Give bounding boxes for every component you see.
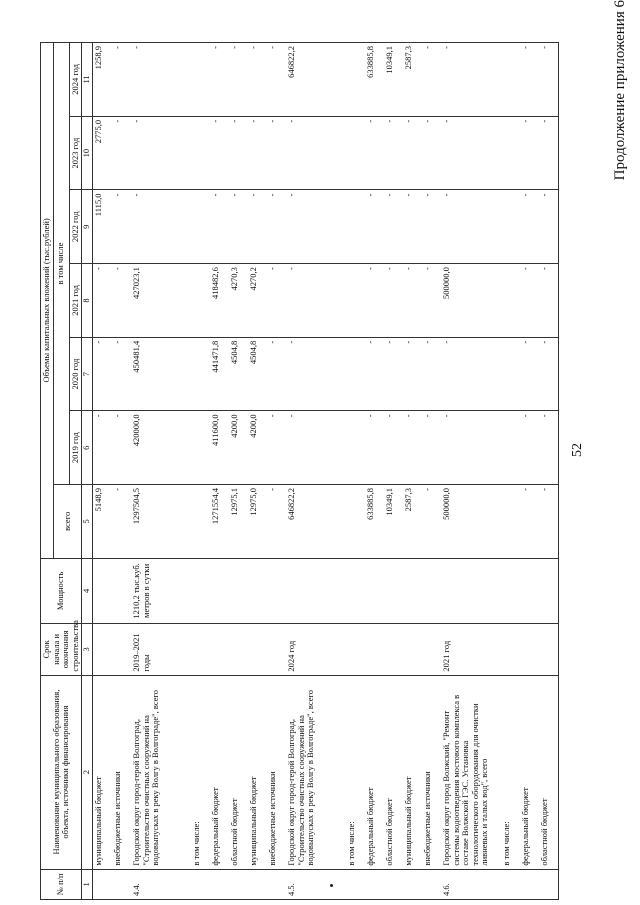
cell-period (539, 624, 559, 675)
cell-period (501, 624, 520, 675)
cell-y2019 (346, 411, 365, 485)
header-year: 2021 год (69, 264, 82, 338)
cell-capacity (520, 558, 539, 623)
cell-y2023: - (520, 116, 539, 190)
cell-y2022: - (267, 190, 286, 264)
cell-period: 2024 год (286, 624, 346, 675)
cell-y2019: - (267, 411, 286, 485)
cell-y2021: - (112, 264, 131, 338)
cell-name: внебюджетные источники (422, 675, 441, 869)
cell-num (112, 869, 131, 899)
cell-y2024: 1258,9 (93, 43, 113, 117)
cell-name: Городской округ город Волжский, "Ремонт системы водоотведения мостового комплекса в составе Волжской ГЭС. Установка технологического оборудования для очистки ливневых и талых вод", всего (441, 675, 501, 869)
cell-y2022: - (403, 190, 422, 264)
cell-total: - (267, 485, 286, 559)
cell-y2024: - (210, 43, 229, 117)
cell-name: муниципальный бюджет (248, 675, 267, 869)
cell-capacity (384, 558, 403, 623)
cell-num: 4.4. (131, 869, 191, 899)
cell-y2020: - (93, 337, 113, 411)
header-year: 2020 год (69, 337, 82, 411)
cell-total (346, 485, 365, 559)
table-row (422, 43, 441, 900)
cell-y2019: 4200,0 (229, 411, 248, 485)
cell-y2022: - (422, 190, 441, 264)
continuation-heading: Продолжение приложения 6 (612, 0, 628, 181)
cell-total: 1271554,4 (210, 485, 229, 559)
table-row (131, 43, 191, 900)
cell-num: 4.5. (286, 869, 346, 899)
table-row (248, 43, 267, 900)
cell-y2023: - (131, 116, 191, 190)
cell-period: 2021 год (441, 624, 501, 675)
cell-num (346, 869, 365, 899)
column-index: 9 (82, 190, 93, 264)
cell-y2019: - (286, 411, 346, 485)
cell-capacity (210, 558, 229, 623)
header-year: 2024 год (69, 43, 82, 117)
cell-total: 10349,1 (384, 485, 403, 559)
column-index-row (82, 43, 93, 900)
cell-y2019: - (112, 411, 131, 485)
header-year: 2019 год (69, 411, 82, 485)
table-header (41, 43, 93, 900)
cell-name: внебюджетные источники (112, 675, 131, 869)
header-investment-group: Объемы капитальных вложений (тыс.рублей) (41, 43, 54, 559)
cell-y2019 (501, 411, 520, 485)
cell-y2019: - (520, 411, 539, 485)
cell-y2019: - (422, 411, 441, 485)
capital-investment-table (40, 42, 559, 900)
cell-y2024 (191, 43, 210, 117)
cell-y2021 (501, 264, 520, 338)
cell-y2020: 4504,8 (248, 337, 267, 411)
cell-capacity (441, 558, 501, 623)
cell-name: в том числе: (346, 675, 365, 869)
cell-num (229, 869, 248, 899)
cell-y2021: - (539, 264, 559, 338)
cell-y2020 (346, 337, 365, 411)
cell-y2024: - (520, 43, 539, 117)
cell-total: 633885,8 (365, 485, 384, 559)
cell-y2024: - (422, 43, 441, 117)
cell-y2022: - (286, 190, 346, 264)
table-row (210, 43, 229, 900)
cell-y2024: - (539, 43, 559, 117)
cell-y2021: 4270,2 (248, 264, 267, 338)
cell-num (501, 869, 520, 899)
scan-speck (330, 884, 333, 887)
cell-period (346, 624, 365, 675)
cell-num: 4.6. (441, 869, 501, 899)
cell-name: в том числе: (191, 675, 210, 869)
cell-total (191, 485, 210, 559)
cell-y2024: 2587,3 (403, 43, 422, 117)
table-row (403, 43, 422, 900)
column-index: 1 (82, 869, 93, 899)
cell-y2020: - (112, 337, 131, 411)
cell-total: 2587,3 (403, 485, 422, 559)
cell-y2019: - (403, 411, 422, 485)
cell-period (422, 624, 441, 675)
cell-name: внебюджетные источники (267, 675, 286, 869)
header-year: 2023 год (69, 116, 82, 190)
table-row (384, 43, 403, 900)
header-total: всего (53, 485, 82, 559)
cell-y2024: - (112, 43, 131, 117)
cell-y2020: - (403, 337, 422, 411)
cell-y2022: - (384, 190, 403, 264)
cell-y2024 (501, 43, 520, 117)
cell-y2024: 633885,8 (365, 43, 384, 117)
cell-y2021: 427023,1 (131, 264, 191, 338)
cell-total: - (539, 485, 559, 559)
cell-y2022: - (539, 190, 559, 264)
cell-capacity (286, 558, 346, 623)
cell-num (384, 869, 403, 899)
column-index: 7 (82, 337, 93, 411)
cell-period (365, 624, 384, 675)
cell-y2022 (346, 190, 365, 264)
cell-y2021: - (93, 264, 113, 338)
cell-y2021 (191, 264, 210, 338)
cell-y2020: - (422, 337, 441, 411)
cell-y2023 (191, 116, 210, 190)
column-index: 8 (82, 264, 93, 338)
cell-name: федеральный бюджет (210, 675, 229, 869)
cell-y2021: 500000,0 (441, 264, 501, 338)
cell-y2021: 4270,3 (229, 264, 248, 338)
cell-total: - (422, 485, 441, 559)
cell-y2024 (346, 43, 365, 117)
cell-total: - (112, 485, 131, 559)
cell-period (191, 624, 210, 675)
cell-name: федеральный бюджет (520, 675, 539, 869)
cell-y2020 (191, 337, 210, 411)
table-row (286, 43, 346, 900)
cell-total: 12975,0 (248, 485, 267, 559)
table-row (539, 43, 559, 900)
cell-y2021: - (422, 264, 441, 338)
cell-y2022: - (131, 190, 191, 264)
cell-num (422, 869, 441, 899)
cell-period (210, 624, 229, 675)
table-row (267, 43, 286, 900)
cell-y2021: - (403, 264, 422, 338)
cell-y2023: - (112, 116, 131, 190)
cell-y2020: 441471,8 (210, 337, 229, 411)
cell-capacity (191, 558, 210, 623)
table-row (441, 43, 501, 900)
cell-name: областной бюджет (539, 675, 559, 869)
cell-y2024: - (267, 43, 286, 117)
cell-capacity (539, 558, 559, 623)
cell-total: 12975,1 (229, 485, 248, 559)
cell-period (112, 624, 131, 675)
header-capacity: Мощность (41, 558, 82, 623)
header-name: Наименование муниципального образования, объекта, источники финансирования (41, 675, 82, 869)
cell-capacity (112, 558, 131, 623)
cell-y2020: - (286, 337, 346, 411)
cell-total: 500000,0 (441, 485, 501, 559)
cell-y2023: - (441, 116, 501, 190)
cell-capacity (422, 558, 441, 623)
cell-y2022: - (520, 190, 539, 264)
cell-name: муниципальный бюджет (93, 675, 113, 869)
header-num: № п/п (41, 869, 82, 899)
cell-capacity (403, 558, 422, 623)
cell-period (229, 624, 248, 675)
cell-name: в том числе: (501, 675, 520, 869)
cell-name: областной бюджет (384, 675, 403, 869)
table-row (112, 43, 131, 900)
cell-capacity (267, 558, 286, 623)
cell-y2023: - (248, 116, 267, 190)
cell-y2023: - (229, 116, 248, 190)
cell-capacity (248, 558, 267, 623)
header-year: 2022 год (69, 190, 82, 264)
cell-y2019: - (365, 411, 384, 485)
cell-y2021: - (365, 264, 384, 338)
cell-y2019: 420000,0 (131, 411, 191, 485)
cell-num (93, 869, 113, 899)
cell-name: Городской округ город-герой Волгоград, "Строительство очистных сооружений на водовыпусках в реку Волгу в Волгограде", всего (131, 675, 191, 869)
cell-y2024: - (441, 43, 501, 117)
cell-y2020: - (267, 337, 286, 411)
cell-y2023: - (267, 116, 286, 190)
cell-y2022: - (365, 190, 384, 264)
cell-y2023 (346, 116, 365, 190)
cell-name: областной бюджет (229, 675, 248, 869)
cell-y2023: - (539, 116, 559, 190)
column-index: 3 (82, 624, 93, 675)
cell-y2023: - (210, 116, 229, 190)
cell-num (403, 869, 422, 899)
column-index: 6 (82, 411, 93, 485)
cell-y2024: - (131, 43, 191, 117)
cell-period (248, 624, 267, 675)
column-index: 5 (82, 485, 93, 559)
cell-y2022: - (248, 190, 267, 264)
cell-num (191, 869, 210, 899)
cell-num (520, 869, 539, 899)
cell-y2022: - (441, 190, 501, 264)
cell-y2019: - (384, 411, 403, 485)
cell-y2020: - (520, 337, 539, 411)
cell-y2023: - (384, 116, 403, 190)
cell-y2022: - (112, 190, 131, 264)
cell-total: - (520, 485, 539, 559)
cell-y2020: - (384, 337, 403, 411)
cell-y2021: - (267, 264, 286, 338)
cell-y2020: - (441, 337, 501, 411)
cell-y2021: - (384, 264, 403, 338)
cell-y2023: - (365, 116, 384, 190)
cell-total: 646822,2 (286, 485, 346, 559)
cell-name: муниципальный бюджет (403, 675, 422, 869)
header-including: в том числе (53, 43, 69, 485)
cell-y2024: - (248, 43, 267, 117)
column-index: 4 (82, 558, 93, 623)
cell-capacity (93, 558, 113, 623)
table-row (501, 43, 520, 900)
cell-capacity (229, 558, 248, 623)
cell-total (501, 485, 520, 559)
table-row (520, 43, 539, 900)
cell-capacity (365, 558, 384, 623)
cell-y2019: - (93, 411, 113, 485)
cell-period (267, 624, 286, 675)
cell-capacity: 1210,2 тыс.куб. метров в сутки (131, 558, 191, 623)
cell-y2023 (501, 116, 520, 190)
cell-y2021 (346, 264, 365, 338)
cell-y2021: 418482,6 (210, 264, 229, 338)
cell-num (365, 869, 384, 899)
cell-num (539, 869, 559, 899)
header-period: Срок начала и окончания строительства (41, 624, 82, 675)
cell-y2024: 10349,1 (384, 43, 403, 117)
cell-y2019: - (539, 411, 559, 485)
cell-y2021: - (520, 264, 539, 338)
table-body (93, 43, 559, 900)
cell-y2019 (191, 411, 210, 485)
cell-y2022 (501, 190, 520, 264)
cell-period (520, 624, 539, 675)
table-row (191, 43, 210, 900)
cell-period (384, 624, 403, 675)
column-index: 2 (82, 675, 93, 869)
cell-y2024: 646822,2 (286, 43, 346, 117)
cell-capacity (346, 558, 365, 623)
cell-name: Городской округ город-герой Волгоград, "Строительство очистных сооружений на водовыпусках в реку Волгу в Волгограде", всего (286, 675, 346, 869)
cell-num (210, 869, 229, 899)
cell-y2023: - (286, 116, 346, 190)
cell-total: 1297504,5 (131, 485, 191, 559)
cell-y2019: 411600,0 (210, 411, 229, 485)
cell-y2020: 450481,4 (131, 337, 191, 411)
cell-period (403, 624, 422, 675)
cell-y2020: - (539, 337, 559, 411)
cell-y2022: - (210, 190, 229, 264)
cell-period: 2019–2021 годы (131, 624, 191, 675)
table-row (93, 43, 113, 900)
cell-y2023: - (403, 116, 422, 190)
cell-num (248, 869, 267, 899)
cell-name: федеральный бюджет (365, 675, 384, 869)
cell-y2021: - (286, 264, 346, 338)
cell-y2022 (191, 190, 210, 264)
table-row (346, 43, 365, 900)
column-index: 10 (82, 116, 93, 190)
cell-y2020: - (365, 337, 384, 411)
cell-num (267, 869, 286, 899)
cell-y2019: 4200,0 (248, 411, 267, 485)
cell-y2024: - (229, 43, 248, 117)
cell-y2022: 1115,0 (93, 190, 113, 264)
cell-y2023: - (422, 116, 441, 190)
column-index: 11 (82, 43, 93, 117)
cell-y2022: - (229, 190, 248, 264)
page-number: 52 (570, 443, 585, 457)
table-row (229, 43, 248, 900)
cell-capacity (501, 558, 520, 623)
cell-y2020 (501, 337, 520, 411)
table-row (365, 43, 384, 900)
cell-y2020: 4504,8 (229, 337, 248, 411)
cell-y2019: - (441, 411, 501, 485)
cell-period (93, 624, 113, 675)
cell-y2023: 2775,0 (93, 116, 113, 190)
cell-total: 5148,9 (93, 485, 113, 559)
